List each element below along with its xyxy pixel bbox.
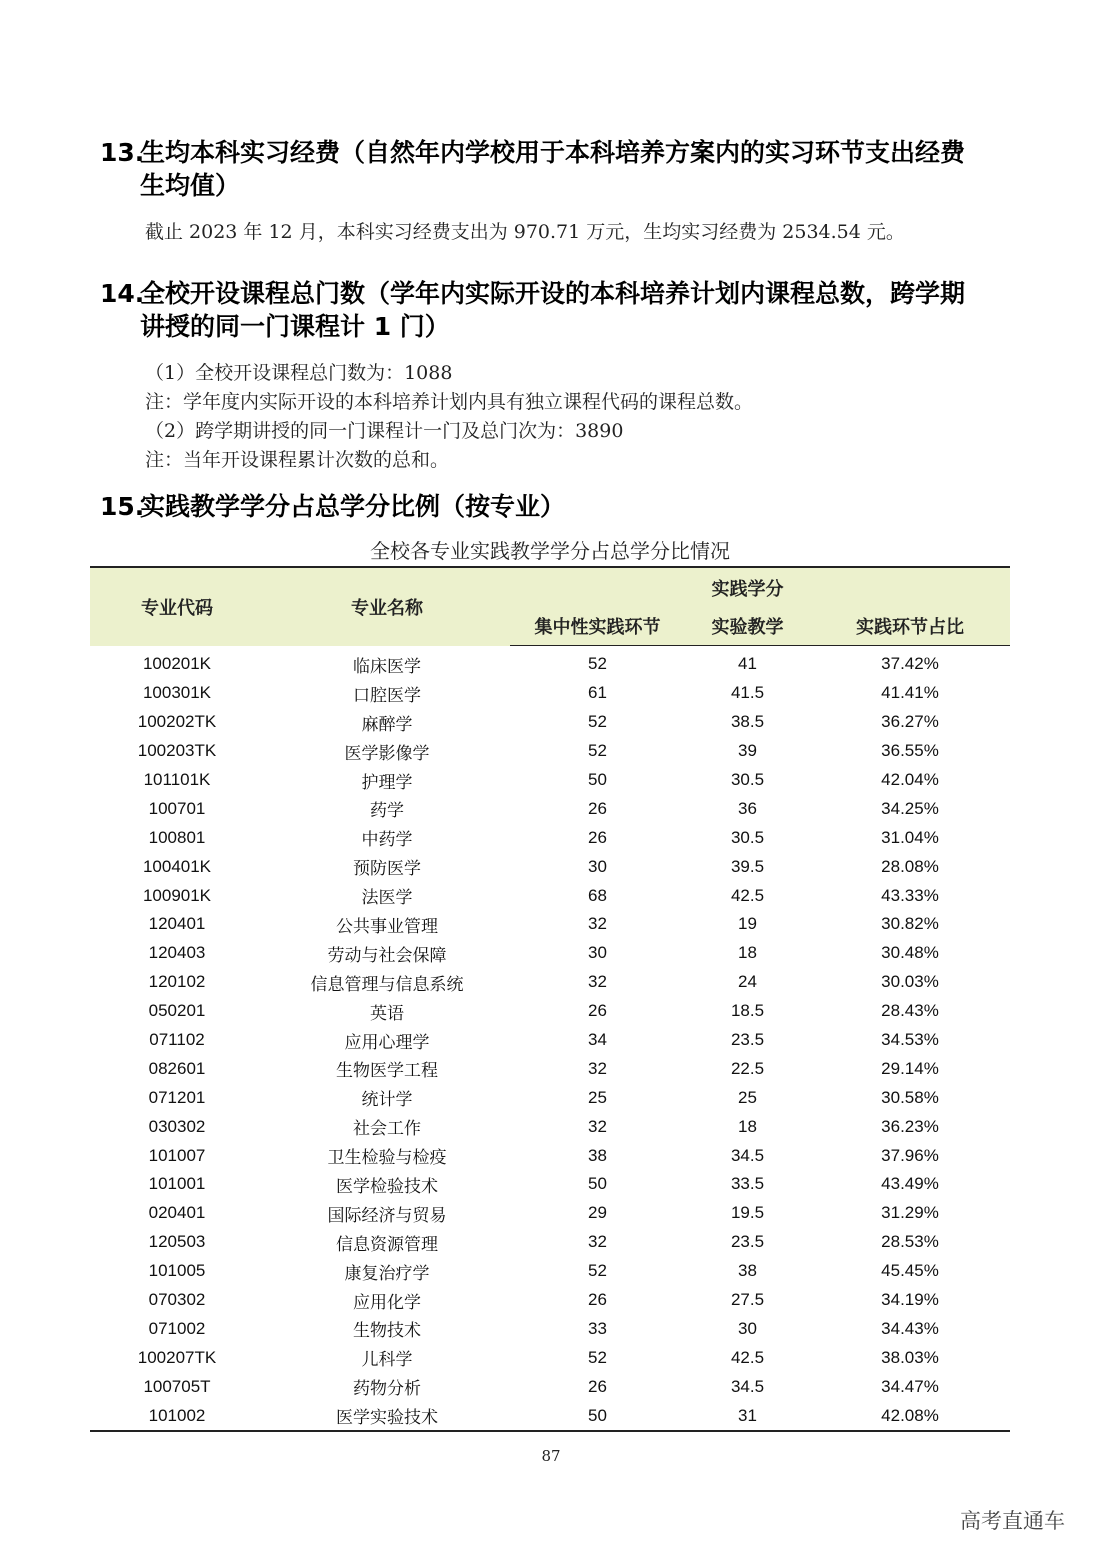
cell-concentrated-practice: 32 bbox=[588, 972, 607, 992]
cell-experiment-teaching: 24 bbox=[738, 972, 757, 992]
cell-practice-ratio: 45.45% bbox=[881, 1261, 939, 1281]
cell-major-code: 100901K bbox=[142, 885, 212, 905]
cell-experiment-teaching: 33.5 bbox=[730, 1174, 765, 1194]
cell-practice-ratio: 30.48% bbox=[881, 943, 939, 963]
cell-experiment-teaching: 39.5 bbox=[730, 856, 765, 876]
cell-concentrated-practice: 32 bbox=[588, 1232, 607, 1252]
cell-major-name: 药物分析 bbox=[353, 1379, 421, 1400]
cell-experiment-teaching: 19.5 bbox=[730, 1203, 765, 1223]
cell-concentrated-practice: 52 bbox=[588, 654, 607, 674]
cell-major-name: 国际经济与贸易 bbox=[327, 1205, 447, 1226]
cell-experiment-teaching: 19 bbox=[738, 914, 757, 934]
cell-major-code: 020401 bbox=[148, 1203, 206, 1223]
table-row bbox=[90, 1401, 1010, 1431]
cell-concentrated-practice: 68 bbox=[588, 885, 607, 905]
cell-practice-ratio: 38.03% bbox=[881, 1347, 939, 1367]
section-14-number: 14. bbox=[100, 279, 145, 308]
cell-concentrated-practice: 61 bbox=[588, 683, 607, 703]
cell-practice-ratio: 36.23% bbox=[881, 1116, 939, 1136]
cell-experiment-teaching: 30.5 bbox=[730, 827, 765, 847]
cell-experiment-teaching: 38.5 bbox=[730, 712, 765, 732]
cell-major-name: 麻醉学 bbox=[361, 714, 413, 735]
cell-experiment-teaching: 38 bbox=[738, 1261, 757, 1281]
cell-concentrated-practice: 30 bbox=[588, 856, 607, 876]
cell-practice-ratio: 43.49% bbox=[881, 1174, 939, 1194]
section-13-title-line1: 生均本科实习经费（自然年内学校用于本科培养方案内的实习环节支出经费 bbox=[140, 138, 966, 167]
table-row bbox=[90, 910, 1010, 939]
table-row bbox=[90, 968, 1010, 997]
table-row bbox=[90, 997, 1010, 1026]
cell-major-code: 100401K bbox=[142, 856, 212, 876]
cell-practice-ratio: 36.55% bbox=[881, 741, 939, 761]
cell-major-code: 101007 bbox=[148, 1145, 206, 1165]
cell-concentrated-practice: 52 bbox=[588, 1261, 607, 1281]
cell-major-name: 预防医学 bbox=[353, 859, 421, 880]
cell-practice-ratio: 34.19% bbox=[881, 1290, 939, 1310]
cell-practice-ratio: 43.33% bbox=[881, 885, 939, 905]
cell-major-code: 100301K bbox=[142, 683, 212, 703]
cell-major-code: 100203TK bbox=[137, 741, 217, 761]
table-row bbox=[90, 1343, 1010, 1372]
table-row bbox=[90, 1054, 1010, 1083]
cell-experiment-teaching: 42.5 bbox=[730, 1347, 765, 1367]
cell-concentrated-practice: 30 bbox=[588, 943, 607, 963]
table-row bbox=[90, 794, 1010, 823]
table-row bbox=[90, 1199, 1010, 1228]
header-concentrated-practice: 集中性实践环节 bbox=[510, 607, 685, 646]
table-body bbox=[90, 646, 1010, 1432]
cell-experiment-teaching: 41 bbox=[738, 654, 757, 674]
cell-practice-ratio: 30.58% bbox=[881, 1087, 939, 1107]
cell-practice-ratio: 30.82% bbox=[881, 914, 939, 934]
cell-major-code: 100801 bbox=[148, 827, 206, 847]
cell-major-name: 统计学 bbox=[361, 1090, 413, 1111]
cell-major-code: 120401 bbox=[148, 914, 206, 934]
cell-concentrated-practice: 29 bbox=[588, 1203, 607, 1223]
cell-concentrated-practice: 34 bbox=[588, 1030, 607, 1050]
table-row bbox=[90, 1228, 1010, 1257]
cell-major-name: 中药学 bbox=[361, 830, 413, 851]
cell-major-name: 公共事业管理 bbox=[336, 916, 438, 937]
page-number: 87 bbox=[541, 1447, 561, 1465]
cell-concentrated-practice: 50 bbox=[588, 1405, 607, 1425]
section-14-heading bbox=[100, 277, 1020, 343]
section-15-number: 15. bbox=[100, 492, 145, 521]
cell-major-name: 信息资源管理 bbox=[336, 1234, 438, 1255]
cell-major-name: 医学检验技术 bbox=[336, 1176, 438, 1197]
table-row bbox=[90, 679, 1010, 708]
table-row bbox=[90, 1314, 1010, 1343]
cell-major-code: 101002 bbox=[148, 1405, 206, 1425]
cell-major-name: 卫生检验与检疫 bbox=[327, 1148, 447, 1169]
cell-experiment-teaching: 39 bbox=[738, 741, 757, 761]
cell-major-name: 护理学 bbox=[361, 772, 413, 793]
table-row bbox=[90, 766, 1010, 795]
section-14-note-1: 注：学年度内实际开设的本科培养计划内具有独立课程代码的课程总数。 bbox=[145, 391, 754, 413]
cell-concentrated-practice: 25 bbox=[588, 1087, 607, 1107]
cell-concentrated-practice: 52 bbox=[588, 741, 607, 761]
cell-experiment-teaching: 18 bbox=[738, 1116, 757, 1136]
cell-practice-ratio: 28.43% bbox=[881, 1001, 939, 1021]
cell-major-code: 071002 bbox=[148, 1318, 206, 1338]
table-row bbox=[90, 881, 1010, 910]
cell-experiment-teaching: 23.5 bbox=[730, 1030, 765, 1050]
cell-major-code: 071102 bbox=[149, 1030, 205, 1050]
section-13-body: 截止 2023 年 12 月，本科实习经费支出为 970.71 万元，生均实习经费为 2534.54 元。 bbox=[145, 221, 905, 243]
cell-practice-ratio: 30.03% bbox=[881, 972, 939, 992]
table-row bbox=[90, 708, 1010, 737]
cell-major-code: 100202TK bbox=[137, 712, 217, 732]
cell-practice-ratio: 42.04% bbox=[881, 770, 939, 789]
table-header-row-1 bbox=[90, 567, 1010, 607]
cell-concentrated-practice: 26 bbox=[588, 1001, 607, 1021]
cell-major-code: 082601 bbox=[148, 1058, 206, 1078]
cell-major-code: 101101K bbox=[143, 770, 211, 789]
cell-major-name: 生物医学工程 bbox=[336, 1061, 438, 1082]
cell-experiment-teaching: 23.5 bbox=[730, 1232, 765, 1252]
cell-major-name: 劳动与社会保障 bbox=[327, 945, 447, 966]
cell-major-name: 康复治疗学 bbox=[344, 1263, 430, 1284]
cell-practice-ratio: 28.08% bbox=[881, 856, 939, 876]
cell-major-code: 101005 bbox=[148, 1261, 206, 1281]
practice-credit-table bbox=[90, 566, 1010, 1432]
cell-practice-ratio: 29.14% bbox=[881, 1058, 939, 1078]
cell-major-code: 120503 bbox=[148, 1232, 206, 1252]
table-row bbox=[90, 1141, 1010, 1170]
cell-major-code: 071201 bbox=[148, 1087, 206, 1107]
cell-concentrated-practice: 52 bbox=[588, 1347, 607, 1367]
cell-concentrated-practice: 52 bbox=[588, 712, 607, 732]
header-major-name: 专业名称 bbox=[264, 567, 510, 646]
cell-practice-ratio: 31.29% bbox=[881, 1203, 939, 1223]
cell-practice-ratio: 41.41% bbox=[881, 683, 939, 703]
cell-major-name: 应用心理学 bbox=[344, 1032, 430, 1053]
table-row bbox=[90, 1112, 1010, 1141]
cell-major-code: 100207TK bbox=[137, 1347, 217, 1367]
cell-experiment-teaching: 18.5 bbox=[730, 1001, 765, 1021]
cell-concentrated-practice: 26 bbox=[588, 1376, 607, 1396]
section-13-title-line2: 生均值） bbox=[140, 171, 241, 200]
cell-experiment-teaching: 22.5 bbox=[730, 1058, 765, 1078]
header-practice-credits: 实践学分 bbox=[685, 567, 810, 607]
cell-concentrated-practice: 26 bbox=[588, 1290, 607, 1310]
cell-major-code: 030302 bbox=[148, 1116, 206, 1136]
cell-practice-ratio: 34.43% bbox=[881, 1318, 939, 1338]
cell-major-code: 100705T bbox=[143, 1376, 211, 1396]
cell-major-code: 100701 bbox=[148, 798, 206, 818]
cell-practice-ratio: 34.53% bbox=[881, 1030, 939, 1050]
cell-experiment-teaching: 41.5 bbox=[730, 683, 765, 703]
table-row bbox=[90, 939, 1010, 968]
cell-concentrated-practice: 50 bbox=[588, 1174, 607, 1194]
cell-experiment-teaching: 30.5 bbox=[730, 770, 765, 789]
cell-major-name: 儿科学 bbox=[361, 1350, 413, 1371]
section-14-note-2: 注：当年开设课程累计次数的总和。 bbox=[145, 449, 450, 471]
cell-experiment-teaching: 25 bbox=[738, 1087, 757, 1107]
cell-major-code: 050201 bbox=[148, 1001, 206, 1021]
cell-experiment-teaching: 34.5 bbox=[730, 1376, 765, 1396]
table-row bbox=[90, 1286, 1010, 1315]
section-15-title: 实践教学学分占总学分比例（按专业） bbox=[140, 492, 566, 521]
table-caption: 全校各专业实践教学学分占总学分比情况 bbox=[370, 539, 730, 563]
cell-practice-ratio: 28.53% bbox=[881, 1232, 939, 1252]
cell-experiment-teaching: 34.5 bbox=[730, 1145, 765, 1165]
section-15-heading bbox=[100, 490, 1020, 523]
header-experiment-teaching: 实验教学 bbox=[685, 607, 810, 646]
cell-concentrated-practice: 26 bbox=[588, 798, 607, 818]
cell-major-code: 070302 bbox=[148, 1290, 206, 1310]
table-row bbox=[90, 737, 1010, 766]
table-row bbox=[90, 1170, 1010, 1199]
section-13-heading bbox=[100, 136, 1020, 202]
section-13-number: 13. bbox=[100, 138, 145, 167]
cell-major-name: 生物技术 bbox=[353, 1321, 421, 1342]
cell-major-name: 英语 bbox=[370, 1003, 404, 1024]
cell-experiment-teaching: 36 bbox=[738, 798, 757, 818]
cell-concentrated-practice: 26 bbox=[588, 827, 607, 847]
section-14-title-line2: 讲授的同一门课程计 1 门） bbox=[140, 312, 450, 341]
cell-major-name: 应用化学 bbox=[353, 1292, 421, 1313]
cell-major-code: 120102 bbox=[148, 972, 206, 992]
cell-major-code: 100201K bbox=[142, 654, 212, 674]
cell-concentrated-practice: 32 bbox=[588, 1116, 607, 1136]
cell-practice-ratio: 37.42% bbox=[881, 654, 939, 674]
header-practice-ratio: 实践环节占比 bbox=[810, 607, 1010, 646]
section-14-title-line1: 全校开设课程总门数（学年内实际开设的本科培养计划内课程总数，跨学期 bbox=[140, 279, 966, 308]
table-row bbox=[90, 1372, 1010, 1401]
header-major-code: 专业代码 bbox=[90, 567, 264, 646]
cell-concentrated-practice: 32 bbox=[588, 1058, 607, 1078]
cell-practice-ratio: 31.04% bbox=[881, 827, 939, 847]
cell-experiment-teaching: 31 bbox=[738, 1405, 757, 1425]
cell-major-name: 医学影像学 bbox=[344, 743, 430, 764]
cell-practice-ratio: 36.27% bbox=[881, 712, 939, 732]
cell-practice-ratio: 42.08% bbox=[881, 1405, 939, 1425]
cell-practice-ratio: 37.96% bbox=[881, 1145, 939, 1165]
cell-major-name: 医学实验技术 bbox=[336, 1408, 438, 1429]
cell-concentrated-practice: 38 bbox=[588, 1145, 607, 1165]
table-row bbox=[90, 1026, 1010, 1055]
section-14-item-2: （2）跨学期讲授的同一门课程计一门及总门次为：3890 bbox=[145, 420, 624, 442]
cell-practice-ratio: 34.25% bbox=[881, 798, 939, 818]
cell-practice-ratio: 34.47% bbox=[881, 1376, 939, 1396]
table-row bbox=[90, 1257, 1010, 1286]
cell-major-name: 口腔医学 bbox=[353, 685, 421, 706]
cell-major-code: 120403 bbox=[148, 943, 206, 963]
cell-concentrated-practice: 33 bbox=[588, 1318, 607, 1338]
cell-major-name: 临床医学 bbox=[353, 656, 421, 677]
cell-major-name: 法医学 bbox=[361, 888, 413, 909]
cell-experiment-teaching: 18 bbox=[738, 943, 757, 963]
section-14-item-1: （1）全校开设课程总门数为：1088 bbox=[145, 362, 453, 384]
table-row bbox=[90, 1083, 1010, 1112]
cell-concentrated-practice: 50 bbox=[588, 770, 607, 789]
cell-experiment-teaching: 42.5 bbox=[730, 885, 765, 905]
cell-major-name: 社会工作 bbox=[353, 1119, 421, 1140]
cell-experiment-teaching: 27.5 bbox=[730, 1290, 765, 1310]
table-row bbox=[90, 823, 1010, 852]
cell-major-code: 101001 bbox=[148, 1174, 206, 1194]
table-row bbox=[90, 646, 1010, 679]
cell-concentrated-practice: 32 bbox=[588, 914, 607, 934]
cell-experiment-teaching: 30 bbox=[738, 1318, 757, 1338]
table-row bbox=[90, 852, 1010, 881]
cell-major-name: 信息管理与信息系统 bbox=[310, 974, 464, 995]
cell-major-name: 药学 bbox=[370, 801, 404, 822]
watermark: 高考直通车 bbox=[960, 1509, 1065, 1533]
